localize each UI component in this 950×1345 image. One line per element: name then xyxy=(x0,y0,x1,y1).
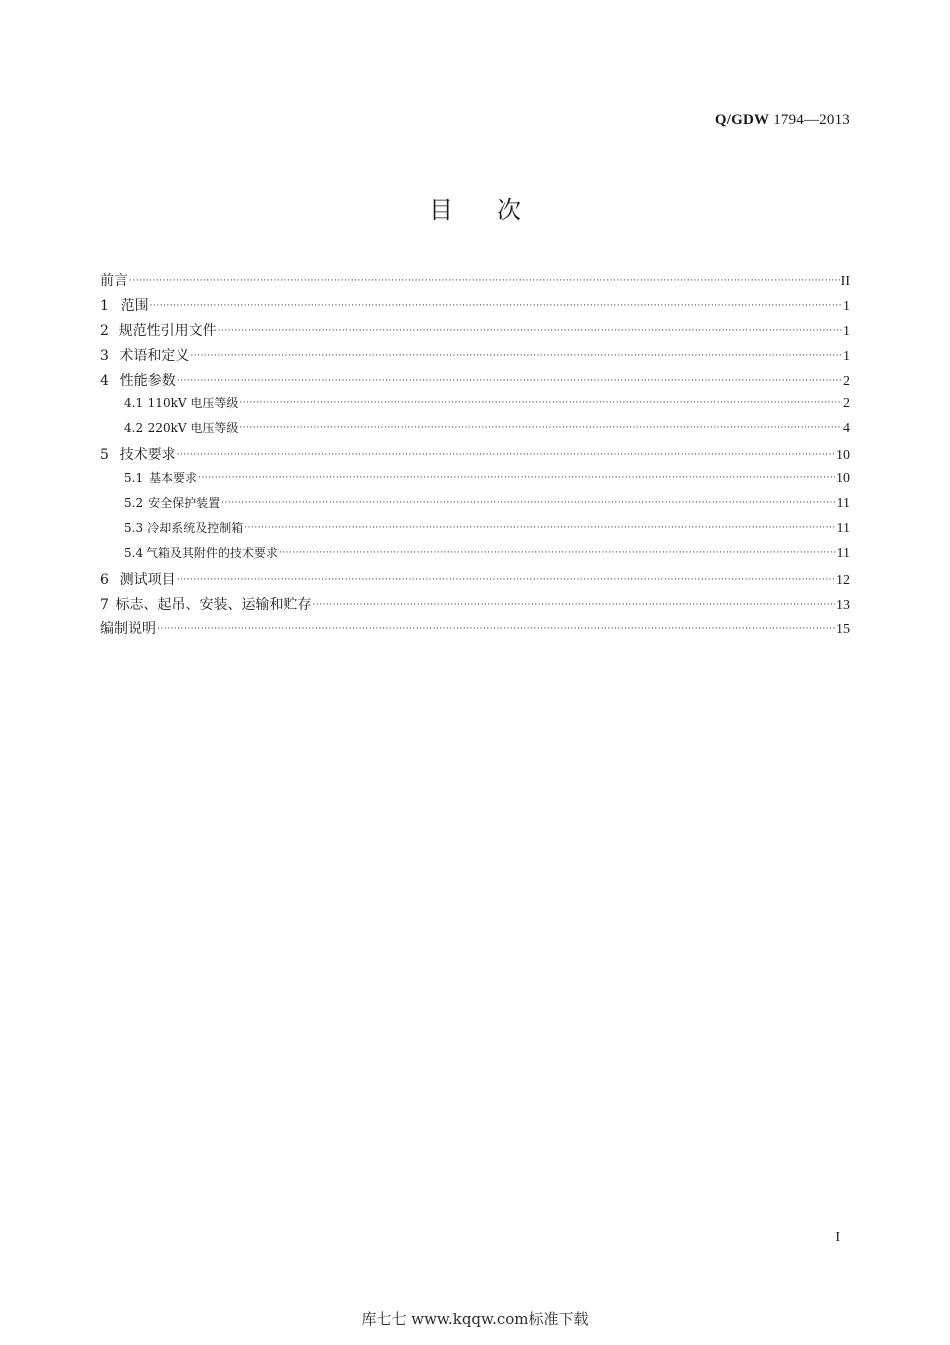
toc-entry-number: 4.2 xyxy=(124,421,144,436)
toc-entry-number: 5.2 xyxy=(124,496,144,511)
toc-entry-number: 5.1 xyxy=(124,471,144,486)
toc-entry-page: 10 xyxy=(836,448,850,464)
toc-entry-label: 性能参数 xyxy=(119,372,176,389)
table-of-contents xyxy=(100,270,850,643)
toc-entry[interactable] xyxy=(100,295,850,320)
toc-entry-number: 5.3 xyxy=(124,520,144,535)
toc-entry-label: 冷却系统及控制箱 xyxy=(147,520,244,535)
toc-entry-page: 2 xyxy=(843,396,850,412)
toc-entry[interactable] xyxy=(100,345,850,370)
toc-entry[interactable] xyxy=(100,594,850,619)
toc-dot-leader xyxy=(190,351,842,361)
toc-entry-page: 13 xyxy=(836,597,850,613)
toc-entry[interactable] xyxy=(100,544,850,569)
toc-entry-page: 11 xyxy=(836,496,850,512)
toc-entry-number: 4.1 xyxy=(124,396,144,411)
toc-dot-leader xyxy=(239,398,842,408)
toc-dot-leader xyxy=(177,575,835,585)
toc-entry-page: 1 xyxy=(843,323,850,339)
toc-entry[interactable] xyxy=(100,370,850,395)
toc-entry[interactable] xyxy=(100,469,850,494)
toc-dot-leader xyxy=(221,498,835,508)
toc-entry-page: 2 xyxy=(843,373,850,389)
toc-entry-page: 1 xyxy=(843,298,850,314)
toc-entry-label: 编制说明 xyxy=(100,621,156,638)
toc-entry[interactable] xyxy=(100,419,850,444)
toc-entry-number: 3 xyxy=(100,347,109,364)
toc-entry-page: 12 xyxy=(836,572,850,588)
toc-dot-leader xyxy=(177,376,842,386)
toc-entry-label: 基本要求 xyxy=(149,471,198,486)
toc-dot-leader xyxy=(218,326,842,336)
toc-entry[interactable] xyxy=(100,618,850,643)
toc-entry-number: 6 xyxy=(100,571,109,588)
toc-entry-number: 1 xyxy=(100,297,109,314)
toc-entry-page: 10 xyxy=(836,471,850,487)
toc-entry-label: 110kV 电压等级 xyxy=(147,396,239,411)
toc-entry-number: 5.4 xyxy=(124,545,144,560)
toc-entry-number: 7 xyxy=(100,596,109,613)
toc-entry-page: 4 xyxy=(843,421,850,437)
toc-entry-number: 5 xyxy=(100,447,109,464)
toc-dot-leader xyxy=(150,301,842,311)
toc-dot-leader xyxy=(157,624,835,634)
footer-watermark: 库七七 www.kqqw.com标准下载 xyxy=(361,1310,589,1328)
toc-entry[interactable] xyxy=(100,394,850,419)
toc-title: 目次 xyxy=(429,196,565,224)
toc-entry[interactable] xyxy=(100,494,850,519)
toc-entry-page: 15 xyxy=(836,622,850,638)
toc-entry[interactable] xyxy=(100,444,850,469)
toc-entry-label: 安全保护装置 xyxy=(148,496,221,511)
toc-entry-label: 气箱及其附件的技术要求 xyxy=(145,545,278,560)
toc-entry-label: 标志、起吊、安装、运输和贮存 xyxy=(115,596,312,613)
toc-dot-leader xyxy=(239,423,842,433)
toc-dot-leader xyxy=(177,450,835,460)
toc-entry[interactable] xyxy=(100,569,850,594)
toc-entry-label: 规范性引用文件 xyxy=(118,322,217,339)
toc-entry-label: 前言 xyxy=(100,273,128,289)
toc-entry[interactable] xyxy=(100,320,850,345)
toc-entry[interactable] xyxy=(100,270,850,295)
toc-dot-leader xyxy=(244,523,835,533)
toc-entry-label: 技术要求 xyxy=(119,447,176,464)
toc-dot-leader xyxy=(279,548,836,558)
document-code-number: 1794—2013 xyxy=(773,112,850,128)
toc-entry-number: 2 xyxy=(100,322,109,339)
page-number: I xyxy=(835,1230,840,1245)
toc-entry-page: 1 xyxy=(843,348,850,364)
toc-entry-label: 220kV 电压等级 xyxy=(147,421,239,436)
document-code-prefix: Q/GDW xyxy=(714,112,770,128)
toc-entry-label: 范围 xyxy=(120,297,149,314)
toc-dot-leader xyxy=(313,600,835,610)
toc-entry[interactable] xyxy=(100,519,850,544)
toc-entry-page: 11 xyxy=(836,520,850,536)
toc-entry-label: 测试项目 xyxy=(119,571,176,588)
toc-entry-page: 11 xyxy=(836,545,850,561)
toc-entry-number: 4 xyxy=(100,372,109,389)
toc-entry-label: 术语和定义 xyxy=(119,347,190,364)
document-code xyxy=(715,112,850,129)
toc-dot-leader xyxy=(198,473,835,483)
toc-entry-page: II xyxy=(840,274,850,289)
toc-dot-leader xyxy=(129,276,840,286)
